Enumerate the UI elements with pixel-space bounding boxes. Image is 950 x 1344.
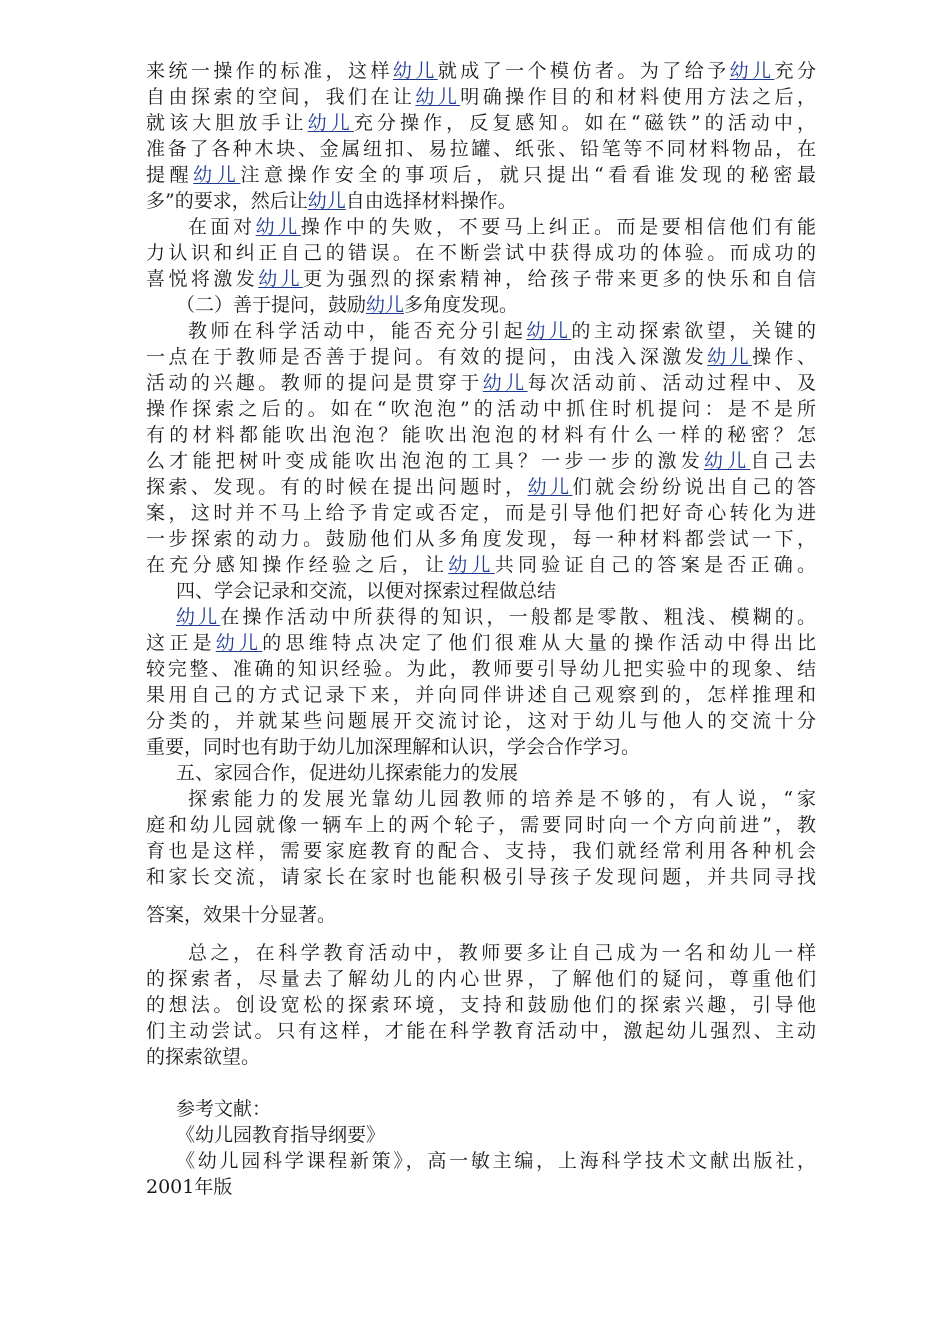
text-line [188,318,816,344]
text-segment: 就成了一个模仿者。为了给予 [437,60,730,82]
text-line [146,682,816,708]
text-line [146,162,816,188]
text-line [176,578,816,604]
text-segment: 这正是 [146,632,216,654]
text-segment: 《幼儿园教育指导纲要》 [176,1124,386,1146]
keyword-link[interactable]: 幼儿 [415,86,461,108]
text-line [146,656,816,682]
text-line [146,396,816,422]
text-segment: 五、家园合作，促进幼儿探索能力的发展 [176,762,519,784]
keyword-link[interactable]: 幼儿 [392,60,438,82]
text-segment: 准备了各种木块、金属纽扣、易拉罐、纸张、铅笔等不同材料物品，在 [146,138,816,160]
text-segment: 2001年版 [146,1176,233,1198]
text-segment: 操作中的失败，不要马上纠正。而是要相信他们有能 [300,216,816,238]
text-segment: 么才能把树叶变成能吹出泡泡的工具？一步一步的激发 [146,450,704,472]
text-segment: 充分操作，反复感知。如在“磁铁”的活动中， [353,112,816,134]
text-line [146,136,816,162]
text-line [146,992,816,1018]
text-segment: 自己去 [750,450,816,472]
text-segment: 更为强烈的探索精神，给孩子带来更多的快乐和自信 [303,268,816,290]
text-line [146,552,816,578]
text-line [146,630,816,656]
text-line [146,1018,816,1044]
text-segment: 在面对 [188,216,256,238]
text-segment: 在操作活动中所获得的知识，一般都是零散、粗浅、模糊的。 [220,606,816,628]
text-segment: 答案，效果十分显著。 [146,904,337,926]
keyword-link[interactable]: 幼儿 [729,60,775,82]
text-segment: 的探索者，尽量去了解幼儿的内心世界，了解他们的疑问，尊重他们 [146,968,816,990]
text-line [146,902,816,928]
text-line [188,786,816,812]
keyword-link[interactable]: 幼儿 [482,372,528,394]
text-segment: 力认识和纠正自己的错误。在不断尝试中获得成功的体验。而成功的 [146,242,816,264]
text-line [176,760,816,786]
text-line [146,708,816,734]
text-segment: 喜悦将激发 [146,268,259,290]
keyword-link[interactable]: 幼儿 [258,268,304,290]
text-segment: 明确操作目的和材料使用方法之后， [460,86,816,108]
text-segment: 操作、 [752,346,816,368]
text-segment: 们就会纷纷说出自己的答 [572,476,816,498]
text-segment: 多角度发现。 [404,294,519,316]
text-segment: （二）善于提问，鼓励 [176,294,367,316]
text-line [146,110,816,136]
text-segment: 就该大胆放手让 [146,112,308,134]
text-segment: 来统一操作的标准，这样 [146,60,393,82]
text-line [146,266,816,292]
text-line [146,1174,816,1200]
keyword-link[interactable]: 幼儿 [176,606,221,628]
text-segment: 探索能力的发展光靠幼儿园教师的培养是不够的，有人说，“家 [188,788,816,810]
text-segment: 在充分感知操作经验之后，让 [146,554,449,576]
text-line [176,1122,816,1148]
text-line [146,474,816,500]
text-segment: 分类的，并就某些问题展开交流讨论，这对于幼儿与他人的交流十分 [146,710,816,732]
text-line [188,214,816,240]
text-line [146,370,816,396]
keyword-link[interactable]: 幼儿 [448,554,495,576]
text-segment: 自由选择材料操作。 [345,190,517,212]
text-segment: 每次活动前、活动过程中、及 [527,372,816,394]
keyword-link[interactable]: 幼儿 [307,190,346,212]
keyword-link[interactable]: 幼儿 [255,216,301,238]
text-line [146,812,816,838]
text-segment: 自由探索的空间，我们在让 [146,86,416,108]
keyword-link[interactable]: 幼儿 [707,346,753,368]
text-segment: 的想法。创设宽松的探索环境，支持和鼓励他们的探索兴趣，引导他 [146,994,816,1016]
text-line [146,422,816,448]
text-segment: 提醒 [146,164,194,186]
text-line [176,1096,816,1122]
text-segment: 探索、发现。有的时候在提出问题时， [146,476,528,498]
text-line [146,344,816,370]
text-segment: 四、学会记录和交流，以便对探索过程做总结 [176,580,557,602]
keyword-link[interactable]: 幼儿 [307,112,354,134]
text-segment: 注意操作安全的事项后，就只提出“看看谁发现的秘密最 [240,164,816,186]
text-segment: 们主动尝试。只有这样，才能在科学教育活动中，激起幼儿强烈、主动 [146,1020,816,1042]
text-line [176,292,816,318]
text-line [146,240,816,266]
text-segment: 操作探索之后的。如在“吹泡泡”的活动中抓住时机提问：是不是所 [146,398,816,420]
text-segment: 案，这时并不马上给予肯定或否定，而是引导他们把好奇心转化为进 [146,502,816,524]
text-segment: 的思维特点决定了他们很难从大量的操作活动中得出比 [262,632,816,654]
text-line [146,526,816,552]
text-segment: 育也是这样，需要家庭教育的配合、支持，我们就经常利用各种机会 [146,840,816,862]
keyword-link[interactable]: 幼儿 [215,632,263,654]
text-line [146,864,816,890]
text-segment: 活动的兴趣。教师的提问是贯穿于 [146,372,483,394]
text-line [146,84,816,110]
text-line [176,604,816,630]
text-segment: 较完整、准确的知识经验。为此，教师要引导幼儿把实验中的现象、结 [146,658,816,680]
text-segment: 参考文献： [176,1098,272,1120]
keyword-link[interactable]: 幼儿 [526,320,572,342]
text-line [146,448,816,474]
text-segment: 和家长交流，请家长在家时也能积极引导孩子发现问题，并共同寻找 [146,866,816,888]
text-segment: 总之，在科学教育活动中，教师要多让自己成为一名和幼儿一样 [188,942,816,964]
text-line [188,940,816,966]
text-line [146,58,816,84]
text-segment: 重要，同时也有助于幼儿加深理解和认识，学会合作学习。 [146,736,641,758]
text-segment: 多”的要求，然后让 [146,190,308,212]
text-segment: 有的材料都能吹出泡泡？能吹出泡泡的材料有什么一样的秘密？怎 [146,424,816,446]
keyword-link[interactable]: 幼儿 [366,294,405,316]
text-line [146,838,816,864]
text-segment: 一点在于教师是否善于提问。有效的提问，由浅入深激发 [146,346,708,368]
text-line [146,500,816,526]
text-segment: 一步探索的动力。鼓励他们从多角度发现，每一种材料都尝试一下， [146,528,816,550]
text-line [146,1044,816,1070]
text-segment: 充分 [774,60,816,82]
text-line [146,734,816,760]
keyword-link[interactable]: 幼儿 [527,476,573,498]
text-segment: 共同验证自己的答案是否正确。 [494,554,816,576]
text-segment: 的主动探索欲望，关键的 [571,320,816,342]
keyword-link[interactable]: 幼儿 [193,164,241,186]
keyword-link[interactable]: 幼儿 [703,450,751,472]
text-line [146,188,816,214]
text-segment: 庭和幼儿园就像一辆车上的两个轮子，需要同时向一个方向前进”，教 [146,814,816,836]
text-line [176,1148,816,1174]
text-line [146,966,816,992]
text-segment: 的探索欲望。 [146,1046,261,1068]
text-segment: 《幼儿园科学课程新策》，高一敏主编，上海科学技术文献出版社， [176,1150,816,1172]
text-segment: 果用自己的方式记录下来，并向同伴讲述自己观察到的，怎样推理和 [146,684,816,706]
text-segment: 教师在科学活动中，能否充分引起 [188,320,527,342]
